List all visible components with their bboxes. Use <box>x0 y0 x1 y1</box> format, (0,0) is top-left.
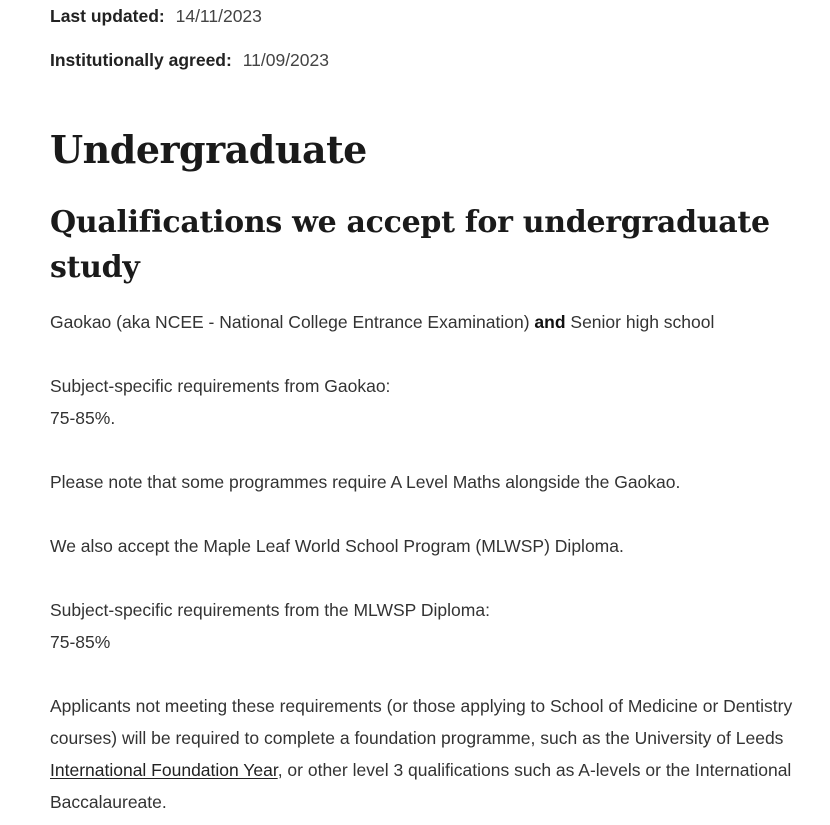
mlwsp-requirements-label: Subject-specific requirements from the MLWSP Diploma: <box>50 600 490 620</box>
gaokao-requirements-label: Subject-specific requirements from Gaokao: <box>50 376 391 396</box>
page-heading: Undergraduate <box>50 127 367 172</box>
applicants-text-2: , or other level 3 qualifications such as A-levels or the International Baccalaureate. <box>50 760 792 812</box>
applicants-text-1: Applicants not meeting these requirements (or those applying to School of Medicine or Dentistry courses) will be required to complete a foundation programme, such as the University of Leeds <box>50 696 793 748</box>
qualifications-paragraph <box>50 306 818 338</box>
last-updated-label: Last updated: <box>50 6 165 26</box>
gaokao-requirements-paragraph <box>50 370 818 434</box>
mlwsp-requirements-value: 75-85% <box>50 632 111 652</box>
applicants-paragraph <box>50 690 818 818</box>
last-updated-row <box>50 4 262 28</box>
a-level-note-paragraph: Please note that some programmes require A Level Maths alongside the Gaokao. <box>50 472 681 492</box>
section-heading: Qualifications we accept for undergraduate study <box>50 205 770 285</box>
gaokao-requirements-value: 75-85%. <box>50 408 116 428</box>
mlwsp-requirements-paragraph <box>50 594 818 658</box>
institutionally-agreed-row <box>50 48 329 72</box>
international-foundation-year-link[interactable]: International Foundation Year <box>50 760 278 780</box>
qualifications-text-2: Senior high school <box>565 312 715 332</box>
institutionally-agreed-value: 11/09/2023 <box>242 50 329 70</box>
last-updated-value: 14/11/2023 <box>175 6 262 26</box>
qualifications-text-1: Gaokao (aka NCEE - National College Entrance Examination) <box>50 312 535 332</box>
mlwsp-paragraph: We also accept the Maple Leaf World School Program (MLWSP) Diploma. <box>50 536 624 556</box>
institutionally-agreed-label: Institutionally agreed: <box>50 50 232 70</box>
qualifications-and: and <box>534 312 566 332</box>
